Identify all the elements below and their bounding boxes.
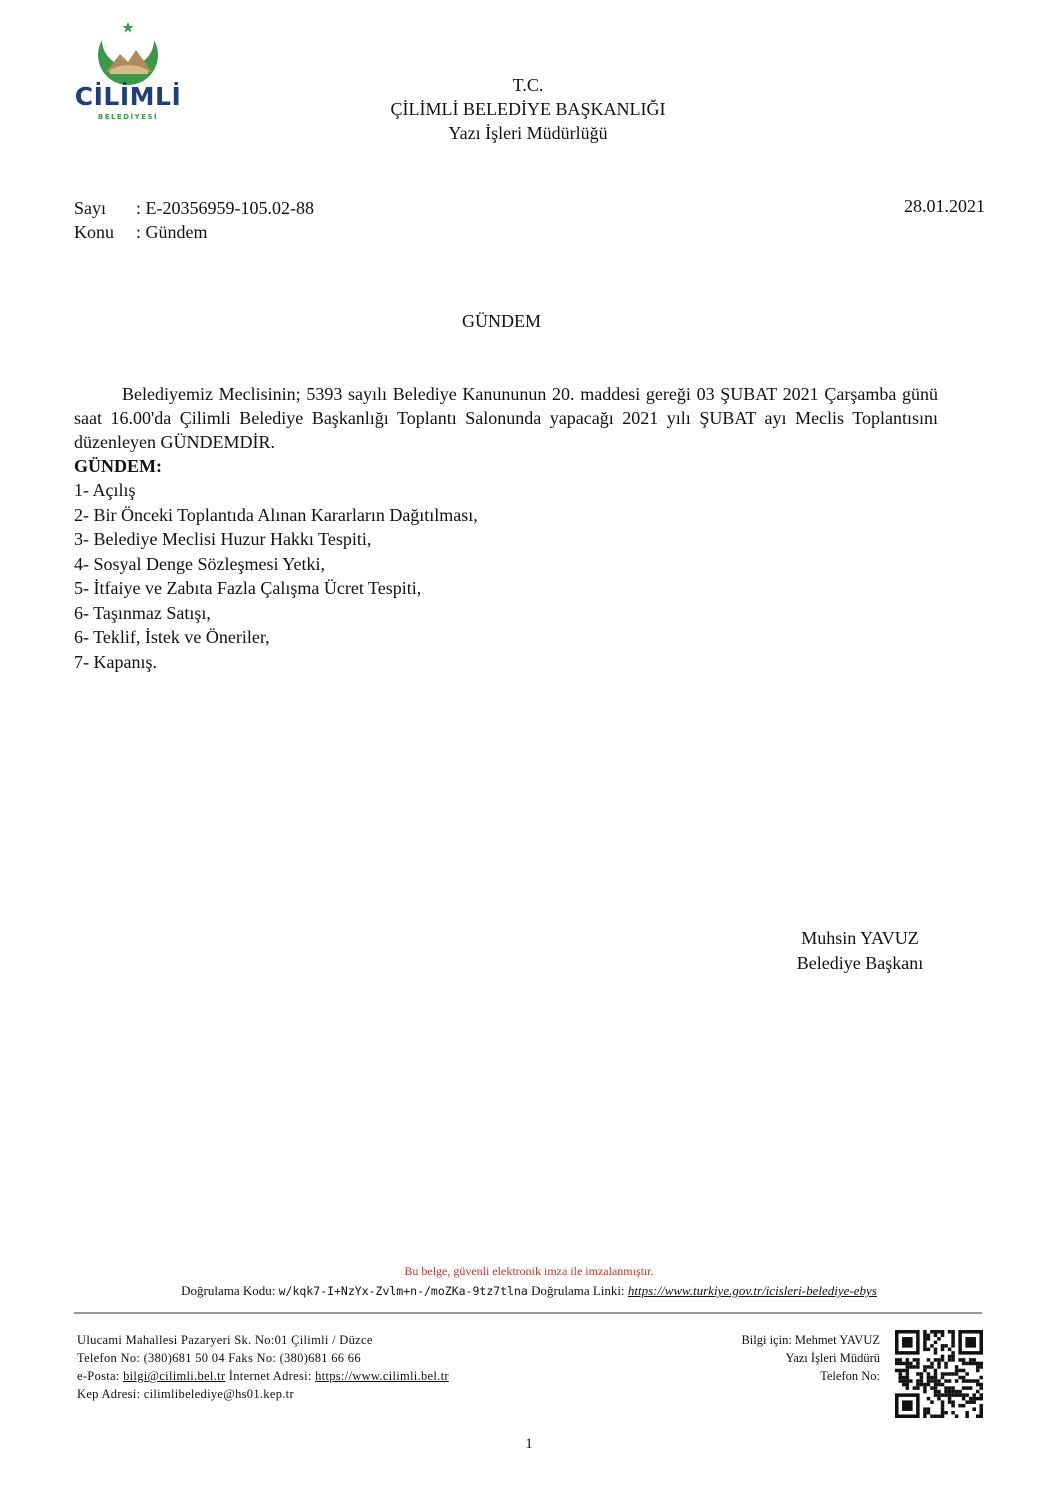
meta-block bbox=[74, 196, 314, 244]
body-paragraph: Belediyemiz Meclisinin; 5393 sayılı Belediye Kanununun 20. maddesi gereği 03 ŞUBAT 2021 Çarşamba günü saat 16.00'da Çilimli Belediye Başkanlığı Toplantı Salonunda yapacağı 2021 yılı ŞUBAT ayı Meclis Toplantısını düzenleyen GÜNDEMDİR. bbox=[74, 384, 938, 452]
agenda-item: 7- Kapanış. bbox=[74, 651, 157, 672]
web-link[interactable]: https://www.cilimli.bel.tr bbox=[315, 1369, 449, 1383]
verification-link-label: Doğrulama Linki: bbox=[531, 1283, 625, 1298]
agenda-item: 6- Taşınmaz Satışı, bbox=[74, 602, 211, 623]
footer-address: Ulucami Mahallesi Pazaryeri Sk. No:01 Çilimli / Düzce bbox=[77, 1333, 373, 1347]
sayi-label: Sayı bbox=[74, 198, 107, 218]
sayi-value: : E-20356959-105.02-88 bbox=[136, 198, 314, 218]
agenda-title: GÜNDEM: bbox=[74, 456, 162, 476]
mountain-emblem-icon bbox=[72, 20, 184, 90]
document-date: 28.01.2021 bbox=[904, 196, 985, 216]
logo-name: CİLİMLİ bbox=[74, 82, 182, 111]
info-phone: Telefon No: bbox=[820, 1369, 880, 1383]
footer-email-row bbox=[77, 1367, 449, 1385]
agenda-item: 2- Bir Önceki Toplantıda Alınan Kararların Dağıtılması, bbox=[74, 504, 478, 525]
konu-value: : Gündem bbox=[136, 222, 208, 242]
header-line-2: ÇİLİMLİ BELEDİYE BAŞKANLIĞI bbox=[390, 99, 666, 119]
logo-subtitle: BELEDİYESİ bbox=[97, 113, 159, 121]
signer-title: Belediye Başkanı bbox=[796, 953, 924, 973]
footer-info bbox=[640, 1331, 880, 1385]
header-line-1: T.C. bbox=[512, 75, 544, 95]
esignature-notice: Bu belge, güvenli elektronik imza ile imzalanmıştır. bbox=[404, 1264, 654, 1278]
qr-code-icon bbox=[895, 1330, 983, 1418]
agenda-item: 3- Belediye Meclisi Huzur Hakkı Tespiti, bbox=[74, 529, 372, 549]
verification-code-label: Doğrulama Kodu: bbox=[181, 1283, 276, 1298]
municipality-logo bbox=[72, 20, 184, 132]
konu-row bbox=[74, 220, 314, 244]
document-body bbox=[74, 382, 938, 674]
verification-link[interactable]: https://www.turkiye.gov.tr/icisleri-belediye-ebys bbox=[627, 1283, 877, 1298]
sayi-row bbox=[74, 196, 314, 220]
header-line-3: Yazı İşleri Müdürlüğü bbox=[448, 123, 608, 143]
konu-label: Konu bbox=[74, 222, 114, 242]
signature-block bbox=[760, 926, 960, 976]
email-link[interactable]: bilgi@cilimli.bel.tr bbox=[123, 1369, 226, 1383]
footer-contact bbox=[77, 1331, 449, 1403]
page-number: 1 bbox=[525, 1436, 533, 1452]
web-label: İnternet Adresi: bbox=[228, 1369, 312, 1383]
verification-code: w/kqk7-I+NzYx-Zvlm+n-/moZKa-9tz7tlna bbox=[278, 1284, 528, 1298]
info-title: Yazı İşleri Müdürü bbox=[785, 1351, 880, 1365]
agenda-item: 6- Teklif, İstek ve Öneriler, bbox=[74, 627, 270, 647]
agenda-item: 5- İtfaiye ve Zabıta Fazla Çalışma Ücret Tespiti, bbox=[74, 578, 422, 598]
email-label: e-Posta: bbox=[77, 1369, 120, 1383]
agenda-list bbox=[74, 478, 938, 674]
agenda-item: 1- Açılış bbox=[74, 480, 136, 500]
document-header bbox=[300, 73, 756, 145]
agenda-item: 4- Sosyal Denge Sözleşmesi Yetki, bbox=[74, 553, 325, 574]
verification-line bbox=[0, 1283, 1058, 1299]
footer-divider bbox=[74, 1312, 982, 1314]
footer-kep: Kep Adresi: cilimlibelediye@hs01.kep.tr bbox=[77, 1387, 294, 1401]
signer-name: Muhsin YAVUZ bbox=[801, 928, 919, 948]
document-title: GÜNDEM bbox=[462, 311, 541, 331]
footer-phone: Telefon No: (380)681 50 04 Faks No: (380)681 66 66 bbox=[77, 1351, 361, 1365]
info-contact: Bilgi için: Mehmet YAVUZ bbox=[741, 1333, 880, 1347]
